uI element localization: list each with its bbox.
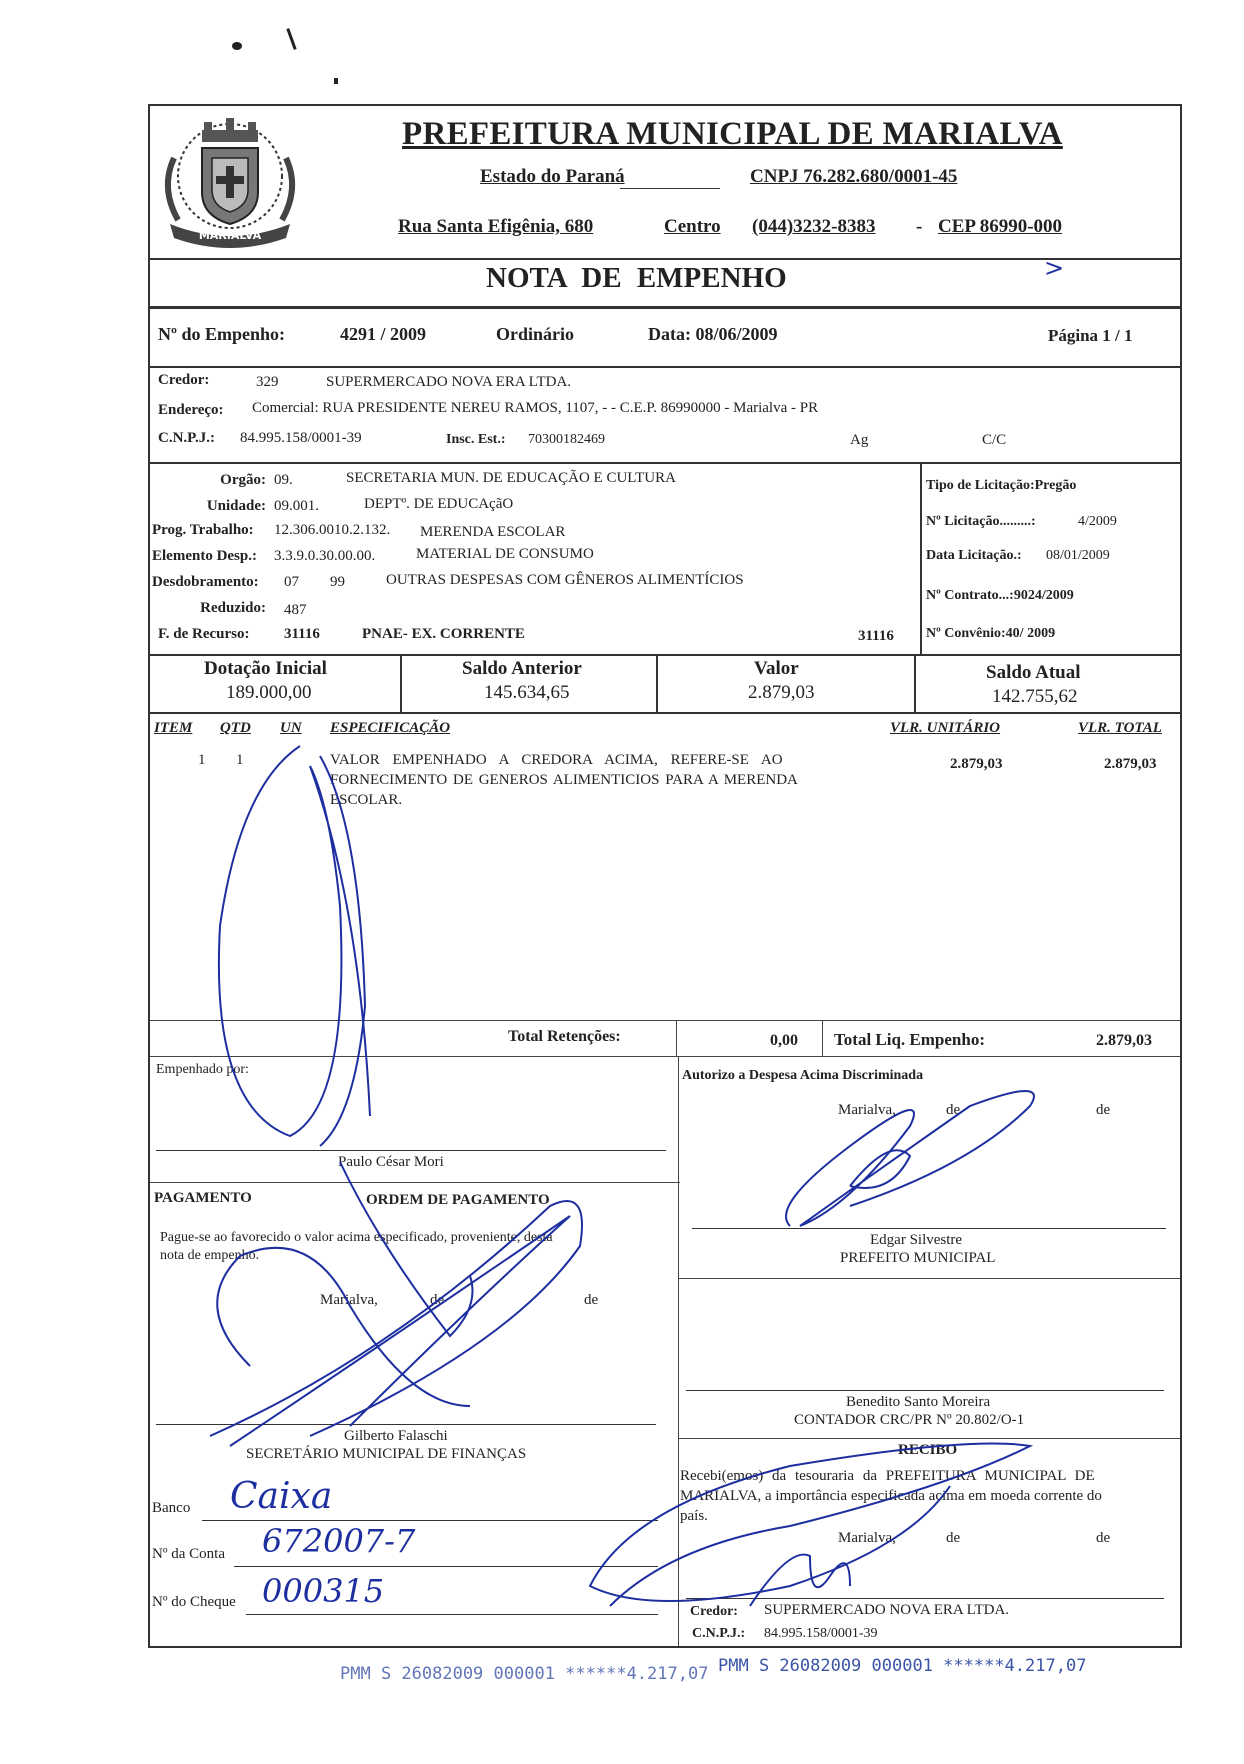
reduzido-label: Reduzido:: [200, 600, 266, 616]
recurso-code-2: 31116: [858, 628, 894, 644]
elemento-label: Elemento Desp.:: [152, 548, 257, 564]
item-total-value: 2.879,03: [1104, 756, 1157, 772]
col-item: ITEM: [154, 720, 193, 736]
reduzido-value: 487: [284, 602, 307, 618]
conta-label: Nº da Conta: [152, 1546, 225, 1562]
licitacao-number: 4/2009: [1078, 514, 1117, 529]
recibo-cnpj-label: C.N.P.J.:: [692, 1626, 746, 1641]
svg-text:MARIALVA: MARIALVA: [198, 229, 262, 242]
de-label: de: [584, 1292, 599, 1308]
credor-code: 329: [256, 374, 279, 390]
pague-text-2: nota de empenho.: [160, 1248, 260, 1263]
de-label: de: [946, 1530, 961, 1546]
elemento-code: 3.3.9.0.30.00.00.: [274, 548, 376, 564]
col-qtd: QTD: [220, 720, 251, 736]
recibo-cnpj: 84.995.158/0001-39: [764, 1626, 878, 1641]
saldo-anterior-value: 145.634,65: [484, 682, 570, 703]
scan-mark: [334, 78, 338, 84]
doc-title: NOTA DE EMPENHO: [486, 262, 787, 294]
marialva-label: Marialva,: [320, 1292, 378, 1308]
col-vlr-unitario: VLR. UNITÁRIO: [890, 720, 1001, 736]
unidade-name: DEPTº. DE EDUCAçãO: [364, 496, 514, 512]
de-label: de: [430, 1292, 445, 1308]
autorizo-label: Autorizo a Despesa Acima Discriminada: [682, 1068, 924, 1083]
secretario-cargo: SECRETÁRIO MUNICIPAL DE FINANÇAS: [246, 1446, 527, 1462]
cnpj-label: C.N.P.J.:: [158, 430, 215, 446]
prog-name: MERENDA ESCOLAR: [420, 524, 566, 540]
agencia-label: Ag: [850, 432, 869, 448]
col-especificacao: ESPECIFICAÇÃO: [330, 720, 451, 736]
insc-number: 70300182469: [528, 432, 605, 447]
header-cnpj: CNPJ 76.282.680/0001-45: [750, 166, 958, 187]
marialva-label: Marialva,: [838, 1102, 896, 1118]
retencoes-value: 0,00: [770, 1032, 798, 1049]
recibo-credor-label: Credor:: [690, 1604, 738, 1619]
credor-name: SUPERMERCADO NOVA ERA LTDA.: [326, 374, 572, 390]
de-label: de: [1096, 1102, 1111, 1118]
cheque-handwritten: 000315: [262, 1572, 385, 1610]
convenio-number: Nº Convênio:40/ 2009: [926, 626, 1056, 641]
prefeito-cargo: PREFEITO MUNICIPAL: [840, 1250, 996, 1266]
orgao-label: Orgão:: [220, 472, 266, 488]
endereco-label: Endereço:: [158, 402, 224, 418]
header-phone: (044)3232-8383: [752, 216, 876, 237]
elemento-name: MATERIAL DE CONSUMO: [416, 546, 594, 562]
header-title: PREFEITURA MUNICIPAL DE MARIALVA: [402, 116, 1063, 152]
empenhado-por-label: Empenhado por:: [156, 1062, 249, 1077]
orgao-name: SECRETARIA MUN. DE EDUCAÇÃO E CULTURA: [346, 470, 676, 486]
prefeito-nome: Edgar Silvestre: [870, 1232, 963, 1248]
recibo-title: RECIBO: [898, 1442, 958, 1458]
check-mark: >: [1044, 254, 1065, 282]
marialva-label: Marialva,: [838, 1530, 896, 1546]
pagamento-label: PAGAMENTO: [154, 1190, 252, 1206]
page-number: Página 1 / 1: [1048, 326, 1133, 345]
recibo-text-2: MARIALVA, a importância especificada acima em moeda corrente do: [680, 1488, 1102, 1504]
header-district: Centro: [664, 216, 721, 237]
pague-text-1: Pague-se ao favorecido o valor acima especificado, proveniente, desta: [160, 1230, 553, 1245]
insc-label: Insc. Est.:: [446, 432, 506, 447]
unidade-label: Unidade:: [206, 498, 266, 514]
item-number: 1: [198, 752, 206, 768]
ordem-pagamento-label: ORDEM DE PAGAMENTO: [366, 1192, 550, 1208]
banco-handwritten: Caixa: [230, 1476, 333, 1517]
de-label: de: [946, 1102, 961, 1118]
col-un: UN: [280, 720, 302, 736]
item-spec-line-3: ESCOLAR.: [330, 792, 403, 808]
saldo-anterior-label: Saldo Anterior: [462, 658, 582, 679]
prog-code: 12.306.0010.2.132.: [274, 522, 391, 538]
liquido-value: 2.879,03: [1096, 1032, 1152, 1049]
desdobramento-label: Desdobramento:: [152, 574, 259, 590]
recurso-name: PNAE- EX. CORRENTE: [362, 626, 525, 642]
saldo-atual-label: Saldo Atual: [986, 662, 1081, 683]
licitacao-date-label: Data Licitação.:: [926, 548, 1022, 563]
header-state: Estado do Paraná: [480, 166, 625, 187]
empenho-type: Ordinário: [496, 324, 575, 344]
banco-label: Banco: [152, 1500, 191, 1516]
contador-nome: Benedito Santo Moreira: [846, 1394, 991, 1410]
empenho-date: Data: 08/06/2009: [648, 324, 778, 344]
licitacao-date: 08/01/2009: [1046, 548, 1110, 563]
item-spec-line-2: FORNECIMENTO DE GENEROS ALIMENTICIOS PARA A MERENDA: [330, 772, 798, 788]
scan-mark: [286, 28, 296, 50]
recibo-text-1: Recebi(emos) da tesouraria da PREFEITURA MUNICIPAL DE: [680, 1468, 1095, 1484]
item-spec-line-1: VALOR EMPENHADO A CREDORA ACIMA, REFERE-SE AO: [330, 752, 783, 768]
header-separator: -: [916, 216, 923, 237]
contador-cargo: CONTADOR CRC/PR Nº 20.802/O-1: [794, 1412, 1025, 1428]
valor-label: Valor: [754, 658, 799, 679]
conta-handwritten: 672007-7: [262, 1522, 416, 1560]
item-qtd: 1: [236, 752, 244, 768]
signature-strokes: [150, 106, 1180, 1646]
valor-value: 2.879,03: [748, 682, 815, 703]
recurso-label: F. de Recurso:: [158, 626, 250, 642]
cheque-label: Nº do Cheque: [152, 1594, 236, 1610]
desdobramento-code-2: 99: [330, 574, 345, 590]
secretario-nome: Gilberto Falaschi: [344, 1428, 448, 1444]
liquido-label: Total Liq. Empenho:: [834, 1030, 985, 1049]
de-label: de: [1096, 1530, 1111, 1546]
recibo-text-3: país.: [680, 1508, 708, 1524]
item-unit-value: 2.879,03: [950, 756, 1003, 772]
authentication-stamp: PMM S 26082009 000001 ******4.217,07: [718, 1656, 1087, 1676]
prog-label: Prog. Trabalho:: [152, 522, 254, 538]
tipo-licitacao: Tipo de Licitação:Pregão: [926, 478, 1077, 493]
header-cep: CEP 86990-000: [938, 216, 1063, 237]
credor-cnpj: 84.995.158/0001-39: [240, 430, 362, 446]
contrato-number: Nº Contrato...:9024/2009: [926, 588, 1074, 603]
dotacao-value: 189.000,00: [226, 682, 312, 703]
authentication-stamp: PMM S 26082009 000001 ******4.217,07: [340, 1664, 709, 1684]
empenhado-por-nome: Paulo César Mori: [338, 1154, 444, 1170]
desdobramento-name: OUTRAS DESPESAS COM GÊNEROS ALIMENTÍCIOS: [386, 572, 744, 588]
unidade-code: 09.001.: [274, 498, 319, 514]
recibo-credor-nome: SUPERMERCADO NOVA ERA LTDA.: [764, 1602, 1010, 1618]
orgao-code: 09.: [274, 472, 293, 488]
header-street: Rua Santa Efigênia, 680: [398, 216, 594, 237]
nota-de-empenho-form: [148, 104, 1182, 1648]
empenho-number: 4291 / 2009: [340, 324, 427, 344]
credor-address: Comercial: RUA PRESIDENTE NEREU RAMOS, 1107, - - C.E.P. 86990000 - Marialva - PR: [252, 400, 819, 416]
saldo-atual-value: 142.755,62: [992, 686, 1078, 707]
col-vlr-total: VLR. TOTAL: [1078, 720, 1162, 736]
conta-corrente-label: C/C: [982, 432, 1007, 448]
retencoes-label: Total Retenções:: [508, 1028, 621, 1045]
dotacao-label: Dotação Inicial: [204, 658, 327, 679]
empenho-label: Nº do Empenho:: [158, 324, 285, 344]
recurso-code: 31116: [284, 626, 320, 642]
desdobramento-code-1: 07: [284, 574, 299, 590]
licitacao-number-label: Nº Licitação.........:: [926, 514, 1036, 529]
scan-mark: [232, 42, 242, 50]
credor-label: Credor:: [158, 372, 210, 388]
